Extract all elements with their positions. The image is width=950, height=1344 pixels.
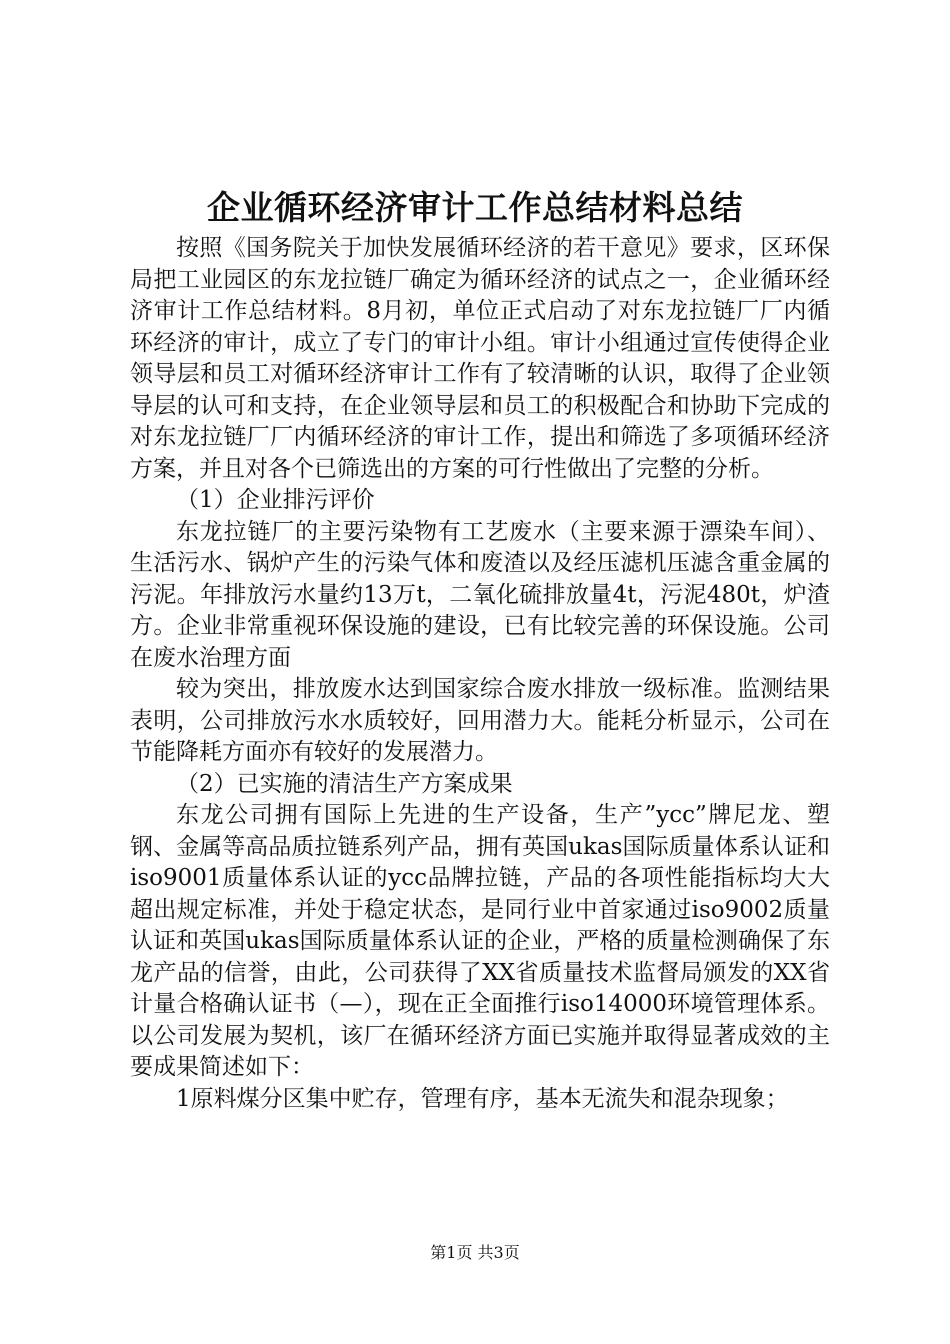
page-footer: 第1页 共3页 bbox=[430, 1243, 520, 1262]
paragraph-intro: 按照《国务院关于加快发展循环经济的若干意见》要求，区环保局把工业园区的东龙拉链厂确定为循环经济的试点之一，企业循环经济审计工作总结材料。8月初，单位正式启动了对东龙拉链厂厂内循环经济的审计，成立了专门的审计小组。审计小组通过宣传使得企业领导层和员工对循环经济审计工作有了较清晰的认识，取得了企业领导层的认可和支持，在企业领导层和员工的积极配合和协助下完成的对东龙拉链厂厂内循环经济的审计工作，提出和筛选了多项循环经济方案，并且对各个已筛选出的方案的可行性做出了完整的分析。 bbox=[130, 235, 830, 482]
paragraph-item-1: 1原料煤分区集中贮存，管理有序，基本无流失和混杂现象； bbox=[176, 1085, 789, 1112]
section-heading-2: （2）已实施的清洁生产方案成果 bbox=[176, 770, 513, 797]
document-title: 企业循环经济审计工作总结材料总结 bbox=[207, 188, 743, 227]
paragraph-pollution: 东龙拉链厂的主要污染物有工艺废水（主要来源于漂染车间）、生活污水、锅炉产生的污染气体和废渣以及经压滤机压滤含重金属的污泥。年排放污水量约13万t，二氧化硫排放量4t，污泥480t，炉渣方。企业非常重视环保设施的建设，已有比较完善的环保设施。公司在废水治理方面 bbox=[130, 518, 830, 671]
section-heading-1: （1）企业排污评价 bbox=[176, 487, 375, 513]
paragraph-wastewater: 较为突出，排放废水达到国家综合废水排放一级标准。监测结果表明，公司排放污水水质较好，回用潜力大。能耗分析显示，公司在节能降耗方面亦有较好的发展潜力。 bbox=[130, 676, 830, 765]
paragraph-achievements: 东龙公司拥有国际上先进的生产设备，生产”ycc”牌尼龙、塑钢、金属等高品质拉链系列产品，拥有英国ukas国际质量体系认证和iso9001质量体系认证的ycc品牌拉链，产品的各项性能指标均大大超出规定标准，并处于稳定状态，是同行业中首家通过iso9002质量认证和英国ukas国际质量体系认证的企业，严格的质量检测确保了东龙产品的信誉，由此，公司获得了XX省质量技术监督局颁发的XX省计量合格确认证书（—），现在正全面推行iso14000环境管理体系。以公司发展为契机，该厂在循环经济方面已实施并取得显著成效的主要成果简述如下： bbox=[130, 802, 830, 1080]
document-body bbox=[130, 233, 830, 1115]
